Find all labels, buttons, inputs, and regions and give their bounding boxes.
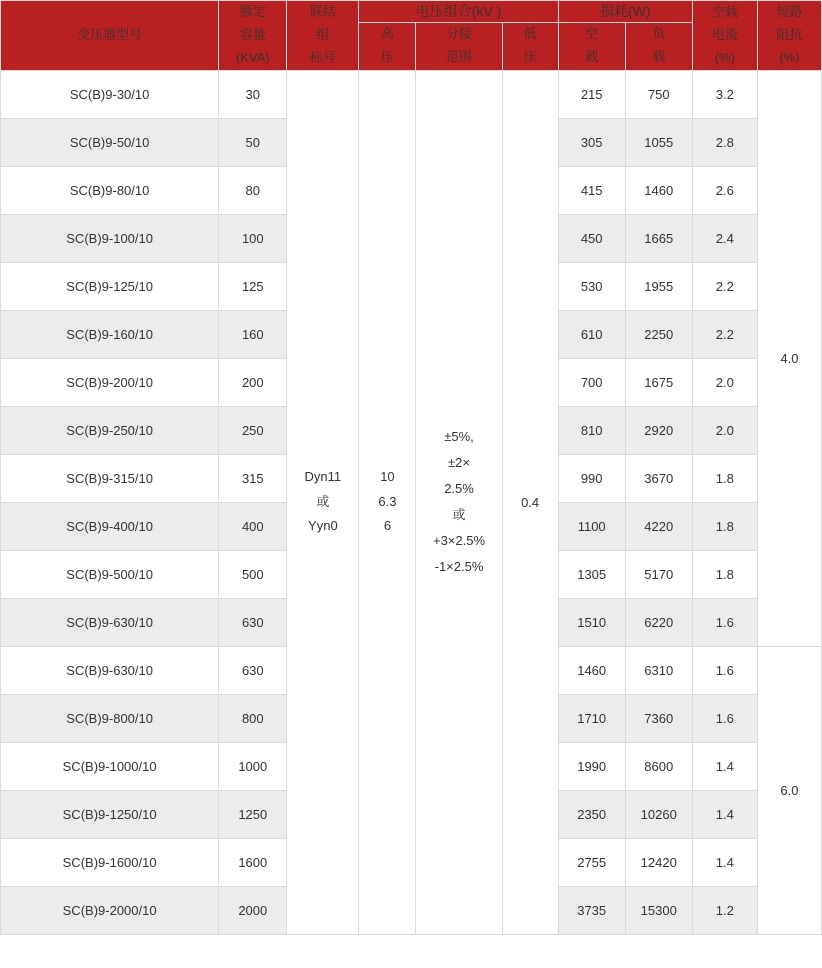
header-loss-group: 损耗(W) [558,1,692,23]
cell-model: SC(B)9-1250/10 [1,790,219,838]
cell-tap-range-merged: ±5%, ±2× 2.5% 或 +3×2.5% -1×2.5% [416,70,502,934]
cell-capacity: 250 [219,406,287,454]
cell-no-load-loss: 700 [558,358,625,406]
cell-no-load-loss: 3735 [558,886,625,934]
cell-load-loss: 10260 [625,790,692,838]
header-capacity: 额定 容量 (KVA) [219,1,287,71]
cell-model: SC(B)9-200/10 [1,358,219,406]
cell-load-loss: 8600 [625,742,692,790]
cell-model: SC(B)9-500/10 [1,550,219,598]
cell-load-loss: 4220 [625,502,692,550]
header-tap-range: 分接 范围 [416,22,502,70]
table-row [1,70,822,118]
cell-no-load-current: 1.4 [692,838,757,886]
cell-hv-merged: 10 6.3 6 [359,70,416,934]
cell-model: SC(B)9-400/10 [1,502,219,550]
cell-model: SC(B)9-125/10 [1,262,219,310]
cell-no-load-loss: 305 [558,118,625,166]
cell-model: SC(B)9-100/10 [1,214,219,262]
header-hv: 高 压 [359,22,416,70]
cell-load-loss: 6220 [625,598,692,646]
cell-no-load-loss: 2755 [558,838,625,886]
cell-load-loss: 2920 [625,406,692,454]
cell-no-load-loss: 415 [558,166,625,214]
cell-no-load-current: 2.4 [692,214,757,262]
table-body [1,70,822,934]
cell-no-load-loss: 610 [558,310,625,358]
header-model: 变压器型号 [1,1,219,71]
cell-model: SC(B)9-1600/10 [1,838,219,886]
cell-no-load-current: 2.2 [692,262,757,310]
cell-capacity: 1600 [219,838,287,886]
cell-capacity: 630 [219,646,287,694]
cell-no-load-current: 2.0 [692,406,757,454]
cell-capacity: 315 [219,454,287,502]
cell-no-load-loss: 1510 [558,598,625,646]
cell-load-loss: 1955 [625,262,692,310]
cell-load-loss: 6310 [625,646,692,694]
header-impedance: 短路 阻抗 (%) [757,1,821,71]
cell-load-loss: 3670 [625,454,692,502]
cell-no-load-current: 1.2 [692,886,757,934]
cell-capacity: 50 [219,118,287,166]
cell-no-load-current: 1.4 [692,790,757,838]
cell-load-loss: 7360 [625,694,692,742]
cell-capacity: 800 [219,694,287,742]
cell-capacity: 80 [219,166,287,214]
cell-capacity: 500 [219,550,287,598]
cell-no-load-current: 2.2 [692,310,757,358]
cell-impedance-group-2: 6.0 [757,646,821,934]
cell-model: SC(B)9-50/10 [1,118,219,166]
cell-no-load-current: 1.6 [692,694,757,742]
cell-model: SC(B)9-800/10 [1,694,219,742]
cell-no-load-current: 2.0 [692,358,757,406]
cell-no-load-current: 1.8 [692,454,757,502]
cell-no-load-loss: 1305 [558,550,625,598]
cell-no-load-loss: 1710 [558,694,625,742]
cell-load-loss: 1675 [625,358,692,406]
header-row-top [1,1,822,23]
cell-capacity: 100 [219,214,287,262]
cell-no-load-loss: 215 [558,70,625,118]
cell-capacity: 2000 [219,886,287,934]
cell-no-load-loss: 1460 [558,646,625,694]
cell-no-load-loss: 1990 [558,742,625,790]
cell-no-load-current: 1.6 [692,598,757,646]
cell-impedance-group-1: 4.0 [757,70,821,646]
cell-capacity: 1250 [219,790,287,838]
cell-no-load-current: 1.4 [692,742,757,790]
header-connection: 联结 组 标号 [287,1,359,71]
cell-capacity: 30 [219,70,287,118]
cell-no-load-current: 2.8 [692,118,757,166]
cell-no-load-loss: 1100 [558,502,625,550]
cell-model: SC(B)9-30/10 [1,70,219,118]
cell-no-load-loss: 450 [558,214,625,262]
cell-capacity: 400 [219,502,287,550]
cell-model: SC(B)9-2000/10 [1,886,219,934]
cell-capacity: 125 [219,262,287,310]
cell-capacity: 160 [219,310,287,358]
header-no-load-loss: 空 载 [558,22,625,70]
cell-no-load-current: 1.8 [692,550,757,598]
cell-load-loss: 12420 [625,838,692,886]
cell-model: SC(B)9-80/10 [1,166,219,214]
header-load-loss: 负 载 [625,22,692,70]
cell-model: SC(B)9-1000/10 [1,742,219,790]
header-lv: 低 压 [502,22,558,70]
header-voltage-group: 电压组合(kV ) [359,1,558,23]
cell-load-loss: 1460 [625,166,692,214]
cell-model: SC(B)9-630/10 [1,646,219,694]
cell-lv-merged: 0.4 [502,70,558,934]
cell-no-load-loss: 2350 [558,790,625,838]
cell-capacity: 200 [219,358,287,406]
cell-load-loss: 1055 [625,118,692,166]
cell-no-load-loss: 530 [558,262,625,310]
cell-no-load-loss: 990 [558,454,625,502]
cell-model: SC(B)9-250/10 [1,406,219,454]
cell-load-loss: 1665 [625,214,692,262]
header-no-load-current: 空载 电流 (%) [692,1,757,71]
cell-capacity: 1000 [219,742,287,790]
cell-load-loss: 750 [625,70,692,118]
cell-no-load-current: 2.6 [692,166,757,214]
cell-no-load-loss: 810 [558,406,625,454]
cell-connection-merged: Dyn11 或 Yyn0 [287,70,359,934]
cell-load-loss: 5170 [625,550,692,598]
cell-model: SC(B)9-160/10 [1,310,219,358]
cell-capacity: 630 [219,598,287,646]
cell-no-load-current: 1.8 [692,502,757,550]
table-header [1,1,822,71]
cell-no-load-current: 3.2 [692,70,757,118]
cell-load-loss: 15300 [625,886,692,934]
cell-model: SC(B)9-315/10 [1,454,219,502]
cell-load-loss: 2250 [625,310,692,358]
cell-model: SC(B)9-630/10 [1,598,219,646]
cell-no-load-current: 1.6 [692,646,757,694]
